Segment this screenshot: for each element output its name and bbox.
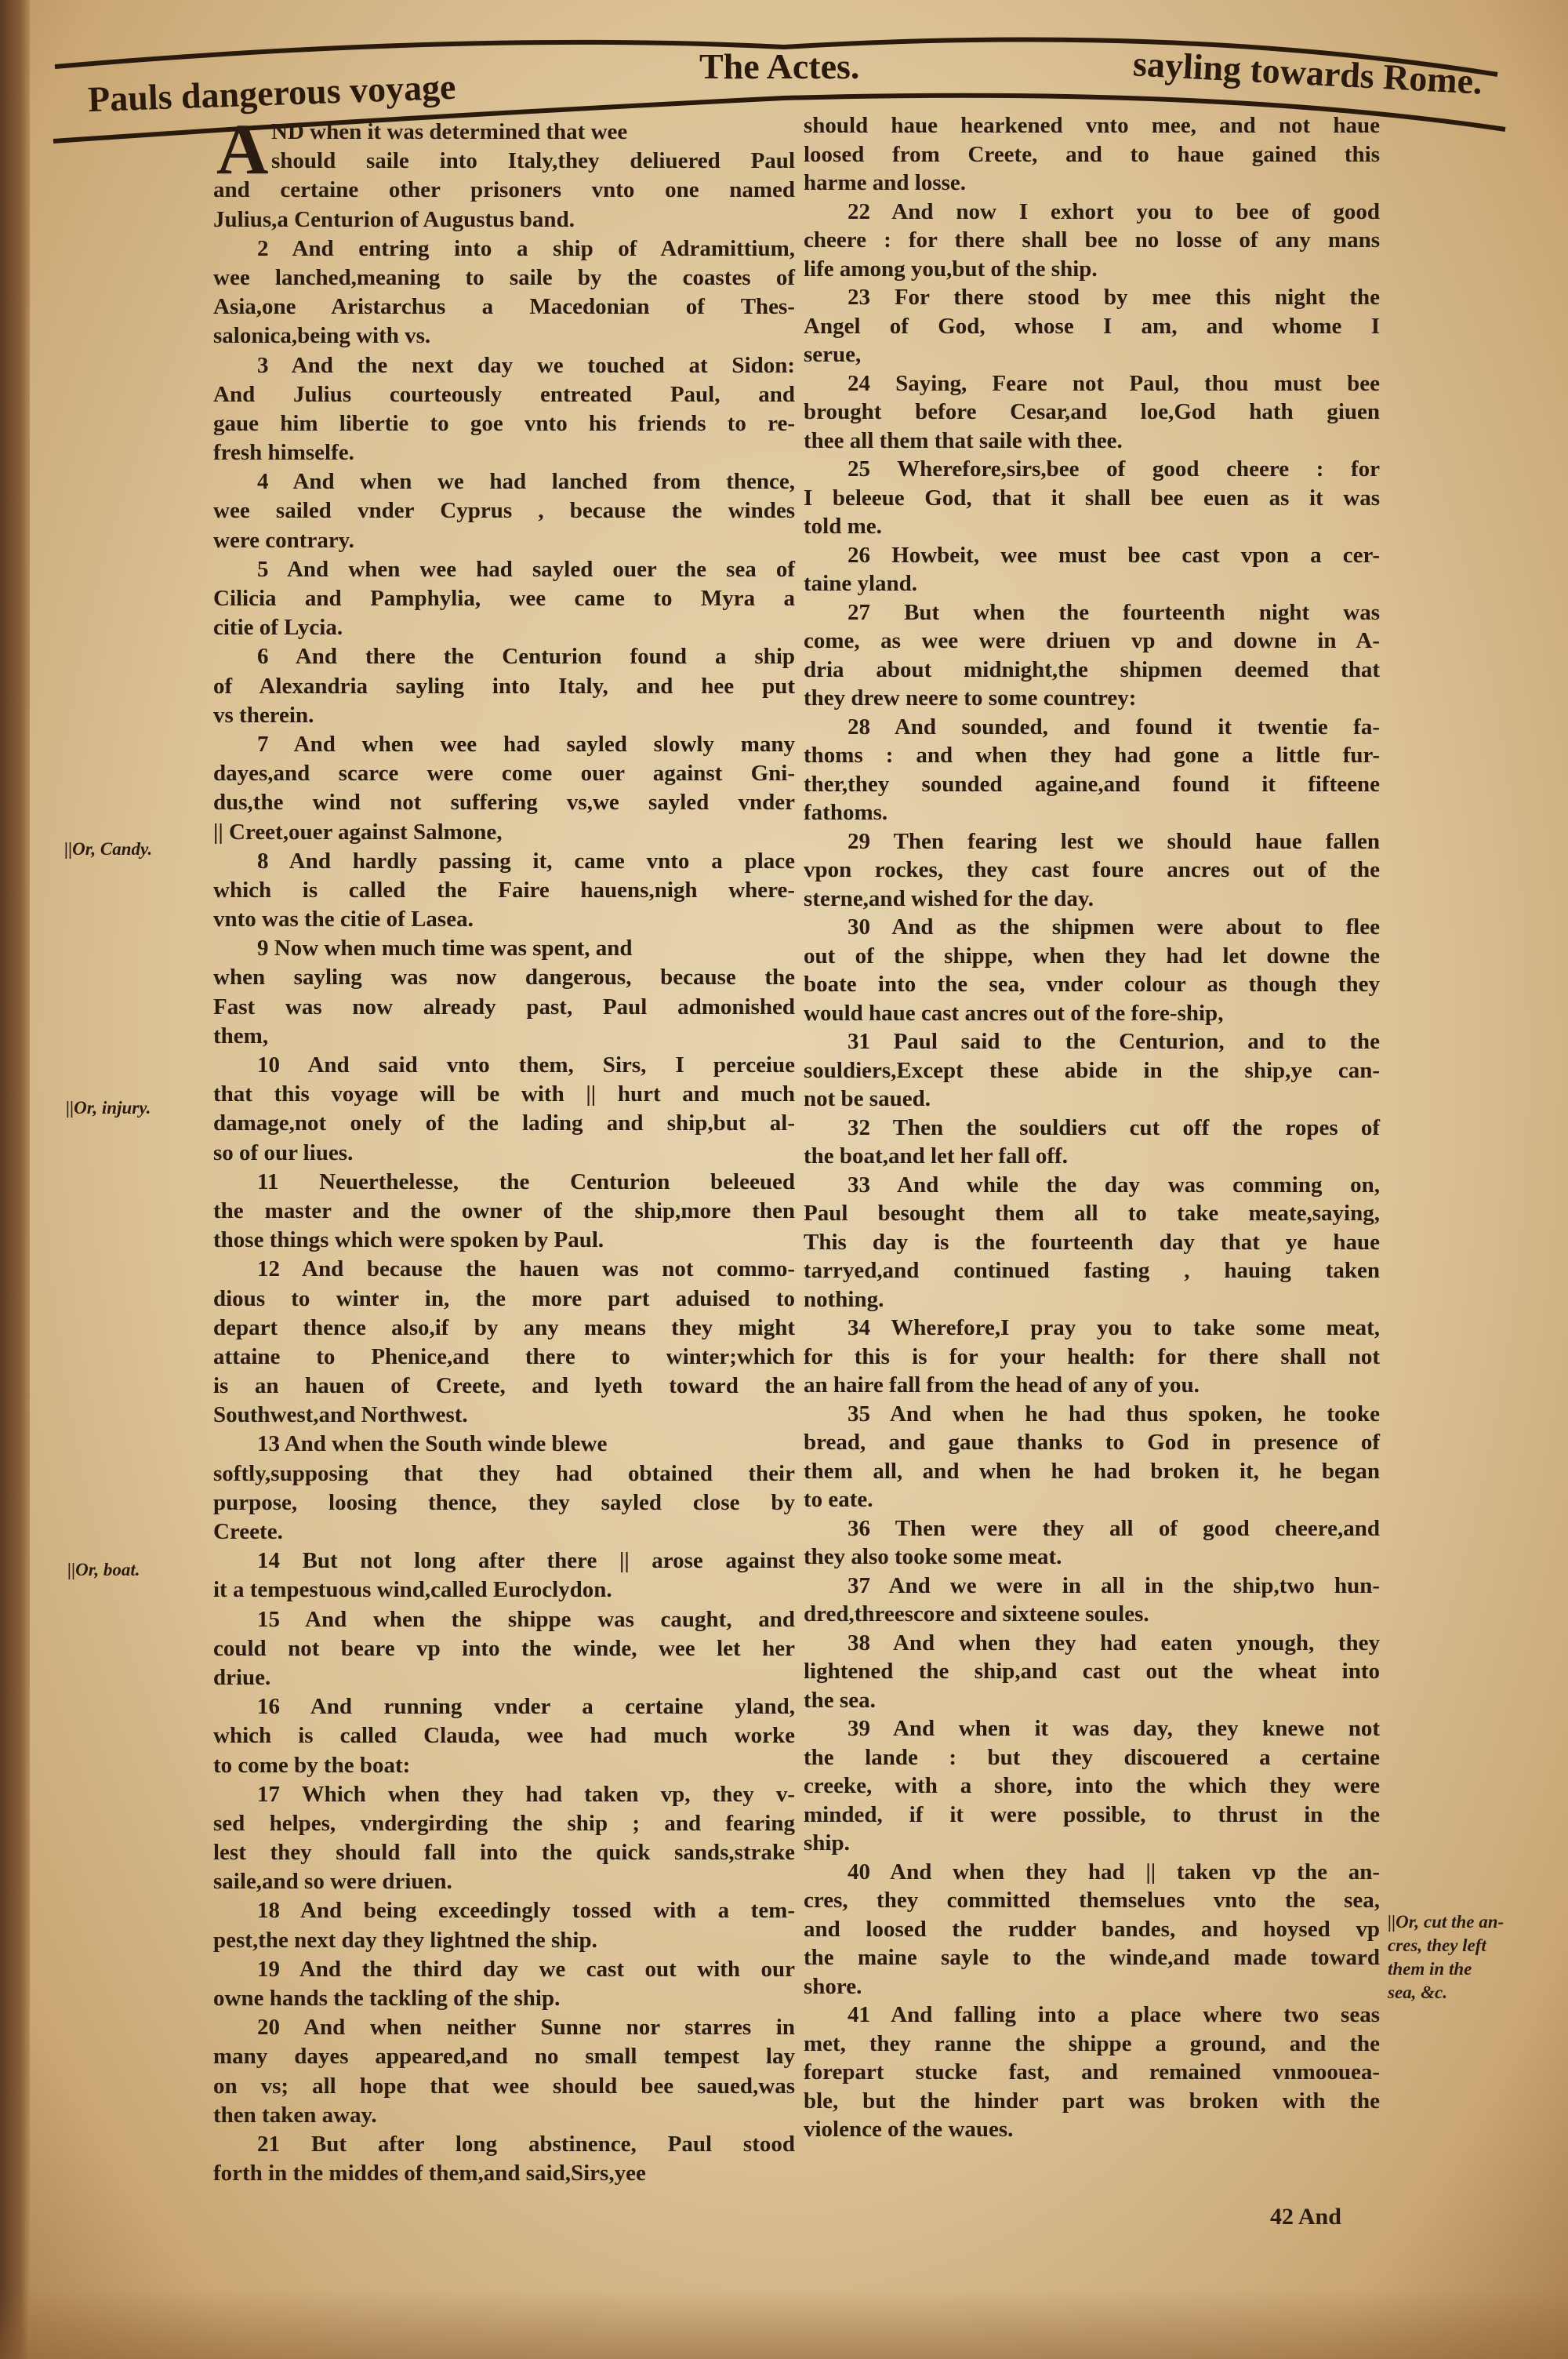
text-line: I beleeue God, that it shall bee euen as it was bbox=[804, 485, 1380, 511]
margin-note-line: cres, they left bbox=[1388, 1936, 1486, 1955]
text-line: then taken away. bbox=[213, 2102, 377, 2128]
left-text-column bbox=[213, 109, 795, 2188]
text-line: Paul besought them all to take meate,saying, bbox=[804, 1201, 1380, 1226]
text-line: and certaine other prisoners vnto one named bbox=[213, 177, 795, 203]
text-line: thoms : and when they had gone a little fur- bbox=[804, 743, 1380, 768]
text-line: should saile into Italy,they deliuered Paul bbox=[271, 148, 795, 174]
text-line: salonica,being with vs. bbox=[213, 323, 431, 349]
running-head-left: Pauls dangerous voyage bbox=[87, 66, 457, 120]
text-line: dus,the wind not suffering vs,we sayled vnder bbox=[213, 790, 795, 816]
text-line: fresh himselfe. bbox=[213, 440, 354, 466]
text-line: out of the shippe, when they had let downe the bbox=[804, 943, 1380, 969]
text-line: for this is for your health: for there shall not bbox=[804, 1343, 1380, 1369]
text-line: would haue cast ancres out of the fore-ship, bbox=[804, 1000, 1224, 1026]
running-head-right: sayling towards Rome. bbox=[1131, 43, 1483, 102]
text-line: it a tempestuous wind,called Euroclydon. bbox=[213, 1577, 612, 1603]
text-line: told me. bbox=[804, 514, 882, 539]
text-line: depart thence also,if by any means they might bbox=[213, 1314, 795, 1340]
text-line: pest,the next day they lightned the ship. bbox=[213, 1927, 597, 1953]
text-line: saile,and so were driuen. bbox=[213, 1869, 452, 1895]
text-line: them, bbox=[213, 1023, 269, 1049]
text-line: dred,threescore and sixteene soules. bbox=[804, 1601, 1149, 1627]
text-line: so of our liues. bbox=[213, 1140, 354, 1165]
text-line: vnto was the citie of Lasea. bbox=[213, 907, 474, 932]
text-line: 18 And being exceedingly tossed with a tem- bbox=[257, 1898, 795, 1924]
text-line: life among you,but of the ship. bbox=[804, 256, 1098, 282]
text-line: cres, they committed themselues vnto the sea, bbox=[804, 1888, 1380, 1913]
text-line: of Alexandria sayling into Italy, and hee put bbox=[213, 673, 795, 699]
text-line: which is called the Faire hauens,nigh where- bbox=[213, 877, 795, 903]
text-line: lest they should fall into the quick sands,strake bbox=[213, 1840, 795, 1866]
text-line: 29 Then fearing lest we should haue fallen bbox=[848, 828, 1380, 854]
text-line: to eate. bbox=[804, 1487, 873, 1512]
text-line: met, they ranne the shippe a ground, and the bbox=[804, 2030, 1380, 2056]
text-line: 8 And hardly passing it, came vnto a place bbox=[257, 848, 795, 874]
text-line: the boat,and let her fall off. bbox=[804, 1143, 1068, 1169]
text-line: 22 And now I exhort you to bee of good bbox=[848, 198, 1380, 224]
text-line: damage,not onely of the lading and ship,but al- bbox=[213, 1110, 795, 1136]
text-line: shore. bbox=[804, 1973, 862, 1999]
text-line: not be saued. bbox=[804, 1086, 931, 1111]
text-line: sterne,and wished for the day. bbox=[804, 885, 1094, 911]
text-line: gaue him libertie to goe vnto his friends to re- bbox=[213, 410, 795, 436]
text-line: they also tooke some meat. bbox=[804, 1544, 1062, 1569]
text-line: Creete. bbox=[213, 1519, 283, 1544]
text-line: softly,supposing that they had obtained their bbox=[213, 1460, 795, 1486]
text-line: ble, but the hinder part was broken with the bbox=[804, 2088, 1380, 2114]
text-line: and loosed the rudder bandes, and hoysed vp bbox=[804, 1916, 1380, 1942]
text-line: the lande : but they discouered a certaine bbox=[804, 1744, 1380, 1770]
text-line: taine yland. bbox=[804, 571, 918, 596]
text-line: 9 Now when much time was spent, and bbox=[257, 936, 633, 961]
text-line: serue, bbox=[804, 342, 862, 367]
text-line: the master and the owner of the ship,more then bbox=[213, 1198, 795, 1223]
text-line: which is called Clauda, wee had much worke bbox=[213, 1723, 795, 1749]
text-line: 12 And because the hauen was not commo- bbox=[257, 1256, 795, 1282]
text-line: Julius,a Centurion of Augustus band. bbox=[213, 206, 575, 232]
text-line: wee sailed vnder Cyprus , because the windes bbox=[213, 498, 795, 524]
text-line: when sayling was now dangerous, because the bbox=[213, 965, 795, 990]
catchword: 42 And bbox=[1270, 2204, 1341, 2230]
text-line: 37 And we were in all in the ship,two hun- bbox=[848, 1572, 1380, 1598]
text-line: 19 And the third day we cast out with our bbox=[257, 1956, 795, 1982]
text-line: 16 And running vnder a certaine yland, bbox=[257, 1694, 795, 1720]
text-line: Southwest,and Northwest. bbox=[213, 1402, 468, 1428]
margin-note-line: them in the bbox=[1388, 1959, 1472, 1979]
text-line: forth in the middes of them,and said,Sirs,yee bbox=[213, 2161, 646, 2186]
text-line: Cilicia and Pamphylia, wee came to Myra a bbox=[213, 586, 795, 611]
text-line: citie of Lycia. bbox=[213, 615, 343, 641]
text-line: is an hauen of Creete, and lyeth toward the bbox=[213, 1373, 795, 1399]
text-line: 10 And said vnto them, Sirs, I perceiue bbox=[257, 1052, 795, 1078]
margin-note-anchors bbox=[1388, 1910, 1504, 2005]
text-line: 14 But not long after there || arose against bbox=[257, 1548, 795, 1574]
text-line: 5 And when wee had sayled ouer the sea of bbox=[257, 556, 795, 582]
text-line: loosed from Creete, and to haue gained this bbox=[804, 141, 1380, 167]
text-line: the sea. bbox=[804, 1687, 876, 1713]
text-line: that this voyage will be with || hurt and much bbox=[213, 1081, 795, 1107]
text-line: 41 And falling into a place where two seas bbox=[848, 2002, 1380, 2027]
text-line: 3 And the next day we touched at Sidon: bbox=[257, 352, 795, 378]
text-line: purpose, loosing thence, they sayled close by bbox=[213, 1489, 795, 1515]
text-line: This day is the fourteenth day that ye haue bbox=[804, 1229, 1380, 1255]
text-line: Angel of God, whose I am, and whome I bbox=[804, 313, 1380, 339]
text-line: tarryed,and continued fasting , hauing taken bbox=[804, 1258, 1380, 1283]
text-line: ther,they sounded againe,and found it fifteene bbox=[804, 771, 1380, 797]
text-line: creeke, with a shore, into the which they were bbox=[804, 1773, 1380, 1798]
margin-note-injury: ||Or, injury. bbox=[66, 1098, 151, 1118]
text-line: 33 And while the day was comming on, bbox=[848, 1172, 1380, 1198]
text-line: 11 Neuerthelesse, the Centurion beleeued bbox=[257, 1169, 795, 1194]
text-line: vs therein. bbox=[213, 702, 314, 728]
margin-note-line: sea, &c. bbox=[1388, 1983, 1448, 2002]
text-line: dria about midnight,the shipmen deemed that bbox=[804, 656, 1380, 682]
text-line: Asia,one Aristarchus a Macedonian of Thes- bbox=[213, 294, 795, 320]
text-line: 36 Then were they all of good cheere,and bbox=[848, 1515, 1380, 1541]
text-line: should haue hearkened vnto mee, and not haue bbox=[804, 113, 1380, 138]
text-line: attaine to Phenice,and there to winter;which bbox=[213, 1343, 795, 1369]
text-line: vpon rockes, they cast foure ancres out of the bbox=[804, 857, 1380, 882]
text-line: 38 And when they had eaten ynough, they bbox=[848, 1630, 1380, 1656]
text-line: were contrary. bbox=[213, 527, 354, 553]
text-line: 7 And when wee had sayled slowly many bbox=[257, 731, 795, 757]
text-line: those things which were spoken by Paul. bbox=[213, 1227, 604, 1253]
text-line: an haire fall from the head of any of you. bbox=[804, 1372, 1200, 1398]
text-line: 34 Wherefore,I pray you to take some meat, bbox=[848, 1315, 1380, 1340]
text-line: boate into the sea, vnder colour as though they bbox=[804, 972, 1380, 997]
text-line: could not beare vp into the winde, wee let her bbox=[213, 1635, 795, 1661]
text-line: thee all them that saile with thee. bbox=[804, 427, 1123, 453]
text-line: sed helpes, vndergirding the ship ; and fearing bbox=[213, 1810, 795, 1836]
text-line: they drew neere to some countrey: bbox=[804, 685, 1137, 711]
text-line: 4 And when we had lanched from thence, bbox=[257, 469, 795, 495]
text-line: to come by the boat: bbox=[213, 1752, 411, 1778]
text-line: cheere : for there shall bee no losse of any mans bbox=[804, 227, 1380, 253]
text-line: 27 But when the fourteenth night was bbox=[848, 599, 1380, 625]
text-line: 13 And when the South winde blewe bbox=[257, 1431, 608, 1457]
text-line: 40 And when they had || taken vp the an- bbox=[848, 1859, 1380, 1885]
text-line: dayes,and scarce were come ouer against Gni- bbox=[213, 761, 795, 787]
text-line: come, as wee were driuen vp and downe in A- bbox=[804, 628, 1380, 653]
text-line: owne hands the tackling of the ship. bbox=[213, 1986, 561, 2011]
text-line: ship. bbox=[804, 1830, 850, 1856]
text-line: 21 But after long abstinence, Paul stood bbox=[257, 2131, 795, 2157]
text-line: 20 And when neither Sunne nor starres in bbox=[257, 2015, 795, 2041]
text-line: souldiers,Except these abide in the ship,ye can- bbox=[804, 1057, 1380, 1083]
text-line: brought before Cesar,and loe,God hath giuen bbox=[804, 399, 1380, 424]
page-shadow bbox=[0, 2288, 1568, 2359]
text-line: many dayes appeared,and no small tempest lay bbox=[213, 2044, 795, 2070]
text-line: 6 And there the Centurion found a ship bbox=[257, 644, 795, 670]
text-line: the maine sayle to the winde,and made toward bbox=[804, 1945, 1380, 1970]
text-line: dious to winter in, the more part aduised to bbox=[213, 1285, 795, 1311]
text-line: 32 Then the souldiers cut off the ropes of bbox=[848, 1114, 1380, 1140]
text-line: minded, if it were possible, to thrust in the bbox=[804, 1801, 1380, 1827]
text-line: fathoms. bbox=[804, 800, 888, 825]
margin-note-line: ||Or, cut the an- bbox=[1388, 1912, 1504, 1932]
text-line: 26 Howbeit, wee must bee cast vpon a cer- bbox=[848, 542, 1380, 568]
text-line: 31 Paul said to the Centurion, and to the bbox=[848, 1029, 1380, 1054]
text-line: harme and losse. bbox=[804, 170, 967, 195]
drop-cap: A bbox=[216, 109, 269, 189]
text-line: bread, and gaue thanks to God in presence of bbox=[804, 1430, 1380, 1455]
text-line: nothing. bbox=[804, 1286, 884, 1312]
text-line: driue. bbox=[213, 1664, 271, 1690]
book-binding-edge bbox=[0, 0, 30, 2359]
text-line: 28 And sounded, and found it twentie fa- bbox=[848, 714, 1380, 740]
text-line: lightened the ship,and cast out the wheat into bbox=[804, 1659, 1380, 1684]
text-line: Fast was now already past, Paul admonished bbox=[213, 994, 795, 1020]
text-line: 25 Wherefore,sirs,bee of good cheere : for bbox=[848, 456, 1380, 482]
text-line: 2 And entring into a ship of Adramittium, bbox=[257, 235, 795, 261]
text-line: on vs; all hope that wee should bee saued,was bbox=[213, 2073, 795, 2099]
running-head-center: The Actes. bbox=[699, 46, 860, 86]
text-line: 35 And when he had thus spoken, he tooke bbox=[848, 1401, 1380, 1427]
text-line: 24 Saying, Feare not Paul, thou must bee bbox=[848, 370, 1380, 396]
text-line: 15 And when the shippe was caught, and bbox=[257, 1606, 795, 1632]
text-line: 30 And as the shipmen were about to flee bbox=[848, 914, 1380, 940]
text-line: forepart stucke fast, and remained vnmoouea- bbox=[804, 2059, 1380, 2085]
text-line: And Julius courteously entreated Paul, and bbox=[213, 381, 795, 407]
text-line: them all, and when he had broken it, he began bbox=[804, 1458, 1380, 1484]
text-line: violence of the waues. bbox=[804, 2117, 1014, 2142]
text-line: wee lanched,meaning to saile by the coastes of bbox=[213, 264, 795, 290]
text-line: 17 Which when they had taken vp, they v- bbox=[257, 1781, 795, 1807]
right-text-column bbox=[804, 111, 1380, 2144]
text-line: ND when it was determined that wee bbox=[271, 119, 628, 144]
margin-note-candy: ||Or, Candy. bbox=[64, 839, 153, 859]
text-line: 23 For there stood by mee this night the bbox=[848, 285, 1380, 310]
margin-note-boat: ||Or, boat. bbox=[67, 1560, 140, 1579]
text-line: || Creet,ouer against Salmone, bbox=[213, 819, 503, 845]
text-line: 39 And when it was day, they knewe not bbox=[848, 1716, 1380, 1741]
